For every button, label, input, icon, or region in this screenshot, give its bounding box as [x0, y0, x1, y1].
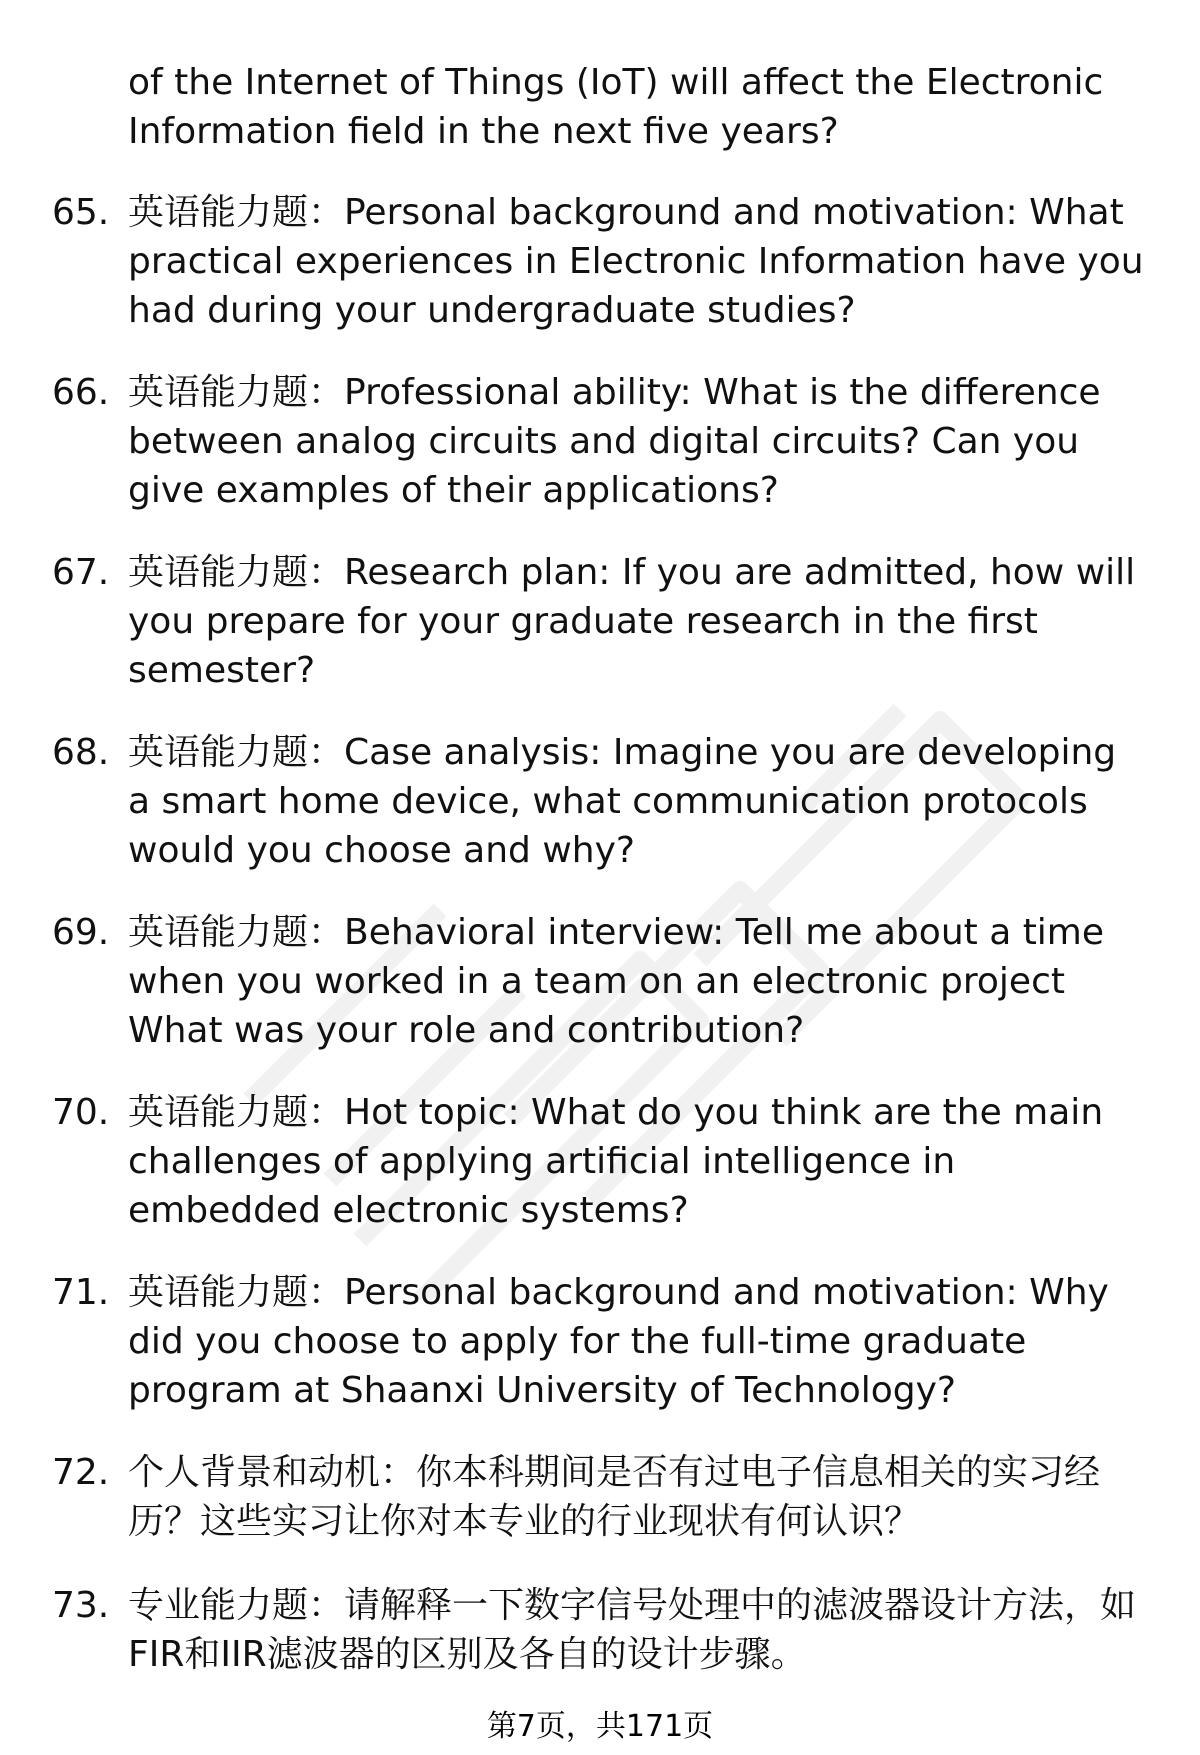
question-item-73 — [0, 1581, 1200, 1679]
question-number: 65. — [52, 192, 110, 233]
question-item-71 — [0, 1268, 1200, 1448]
question-text: 英语能力题：Behavioral interview: Tell me about a time when you worked in a team on an electronic project What was your role and contribution? — [128, 912, 1105, 1051]
question-item-72 — [0, 1448, 1200, 1581]
question-number: 70. — [52, 1092, 110, 1133]
question-number: 71. — [52, 1272, 110, 1313]
question-number: 66. — [52, 372, 110, 413]
question-text: 英语能力题：Personal background and motivation: What practical experiences in Electronic Information have you had during your undergraduate studies? — [128, 192, 1144, 331]
question-item-69 — [0, 908, 1200, 1088]
question-text: 个人背景和动机：你本科期间是否有过电子信息相关的实习经历？这些实习让你对本专业的行业现状有何认识？ — [128, 1452, 1101, 1542]
question-text: 英语能力题：Hot topic: What do you think are the main challenges of applying artificial intelligence in embedded electronic systems? — [128, 1092, 1104, 1231]
question-number: 68. — [52, 732, 110, 773]
question-item-65 — [0, 188, 1200, 368]
question-list — [0, 188, 1200, 1679]
question-item-68 — [0, 728, 1200, 908]
question-number: 72. — [52, 1452, 110, 1493]
page-footer: 第7页，共171页 — [486, 1709, 714, 1744]
question-number: 73. — [52, 1585, 110, 1626]
question-item-70 — [0, 1088, 1200, 1268]
continued-question-text: of the Internet of Things (IoT) will affect the Electronic Information field in the next five years? — [128, 62, 1104, 152]
question-item-66 — [0, 368, 1200, 548]
question-text: 英语能力题：Professional ability: What is the difference between analog circuits and digital circuits? Can you give examples of their applications? — [128, 372, 1101, 511]
question-text: 英语能力题：Personal background and motivation: Why did you choose to apply for the full-time graduate program at Shaanxi University of Technology? — [128, 1272, 1109, 1411]
question-text: 英语能力题：Case analysis: Imagine you are developing a smart home device, what communication protocols would you choose and why? — [128, 732, 1117, 871]
question-number: 67. — [52, 552, 110, 593]
question-item-67 — [0, 548, 1200, 728]
question-text: 英语能力题：Research plan: If you are admitted, how will you prepare for your graduate research in the first semester? — [128, 552, 1136, 691]
question-number: 69. — [52, 912, 110, 953]
question-text: 专业能力题：请解释一下数字信号处理中的滤波器设计方法，如FIR和IIR滤波器的区别及各自的设计步骤。 — [128, 1585, 1137, 1675]
